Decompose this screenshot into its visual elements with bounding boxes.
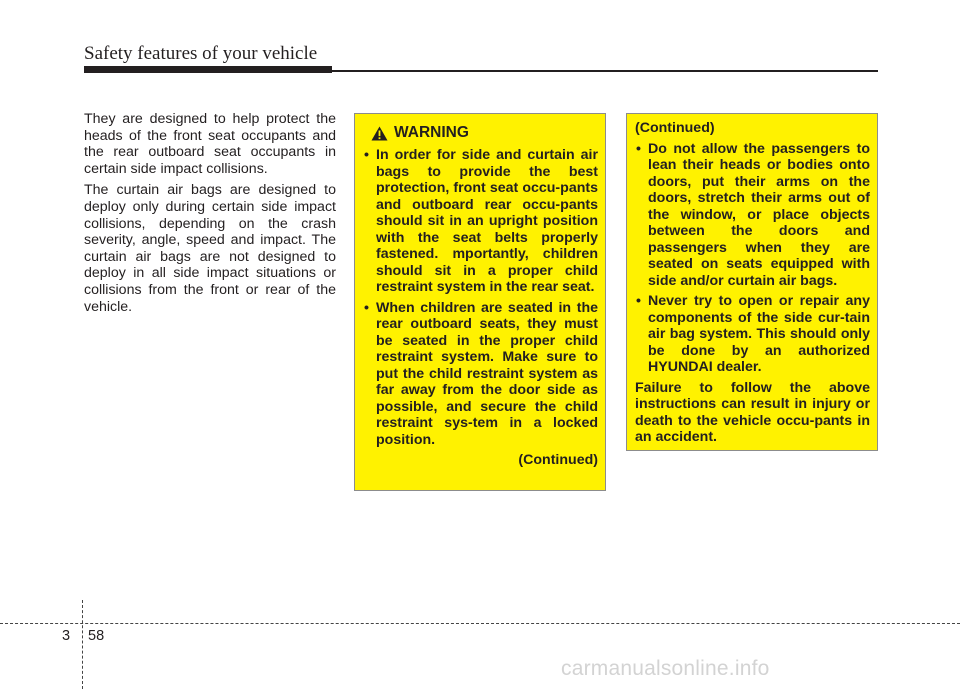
continued-warning-box xyxy=(626,113,878,451)
warning-label: WARNING xyxy=(394,124,469,141)
continued-label: (Continued) xyxy=(635,120,715,136)
body-paragraph-1: They are designed to help protect the heads of the front seat occupants and the rear outboard seat occupants in certain side impact collisions. xyxy=(84,111,336,177)
continued-bullet-text: Never try to open or repair any components of the side cur-tain air bag system. This should only be done by an authorized HYUNDAI dealer. xyxy=(648,293,870,375)
body-text-column xyxy=(84,111,336,320)
warning-triangle-icon xyxy=(371,126,388,141)
bullet-dot: • xyxy=(636,293,641,309)
page-header-title: Safety features of your vehicle xyxy=(84,43,318,64)
warning-bullet-text: When children are seated in the rear outboard seats, they must be seated in the proper child restraint system. Make sure to put the child restraint system as far away from the door side as possible, and secure the child restraint sys-tem in a locked position. xyxy=(376,299,598,448)
warning-heading xyxy=(371,124,598,142)
page-number: 58 xyxy=(88,628,105,644)
footer-dashed-rule xyxy=(0,623,960,624)
bullet-dot: • xyxy=(636,140,641,157)
chapter-number: 3 xyxy=(62,628,71,644)
continued-bullet xyxy=(635,293,870,376)
footer-vertical-dashed-rule xyxy=(82,600,83,689)
warning-box xyxy=(354,113,606,491)
continued-bullet-text: Do not allow the passengers to lean their heads or bodies onto doors, put their arms on the doors, stretch their arms out of the window, or place objects between the doors and passengers when they are seated on seats equipped with side and/or curtain air bags. xyxy=(648,140,870,289)
continued-bullet xyxy=(635,141,870,290)
warning-bullet-text: In order for side and curtain air bags to provide the best protection, front seat occu-pants and outboard rear occu-pants should sit in an upright position with the seat belts properly fastened. mportantly, children should sit in a proper child restraint system in the rear seat. xyxy=(376,147,598,295)
continued-note: (Continued) xyxy=(518,452,598,468)
header-rule-thin xyxy=(332,70,878,72)
body-paragraph-2: The curtain air bags are designed to deploy only during certain side impact collisions, depending on the crash severity, angle, speed and impact. The curtain air bags are not designed to deploy in all side impact situations or collisions from the front or rear of the vehicle. xyxy=(84,182,336,315)
closing-warning-text: Failure to follow the above instructions can result in injury or death to the vehicle occu-pants in an accident. xyxy=(635,379,870,445)
bullet-dot: • xyxy=(364,299,369,316)
warning-bullet xyxy=(363,300,598,449)
bullet-dot: • xyxy=(364,147,369,163)
header-rule-thick xyxy=(84,66,332,73)
watermark-text: carmanualsonline.info xyxy=(561,657,770,680)
warning-bullet xyxy=(363,147,598,296)
